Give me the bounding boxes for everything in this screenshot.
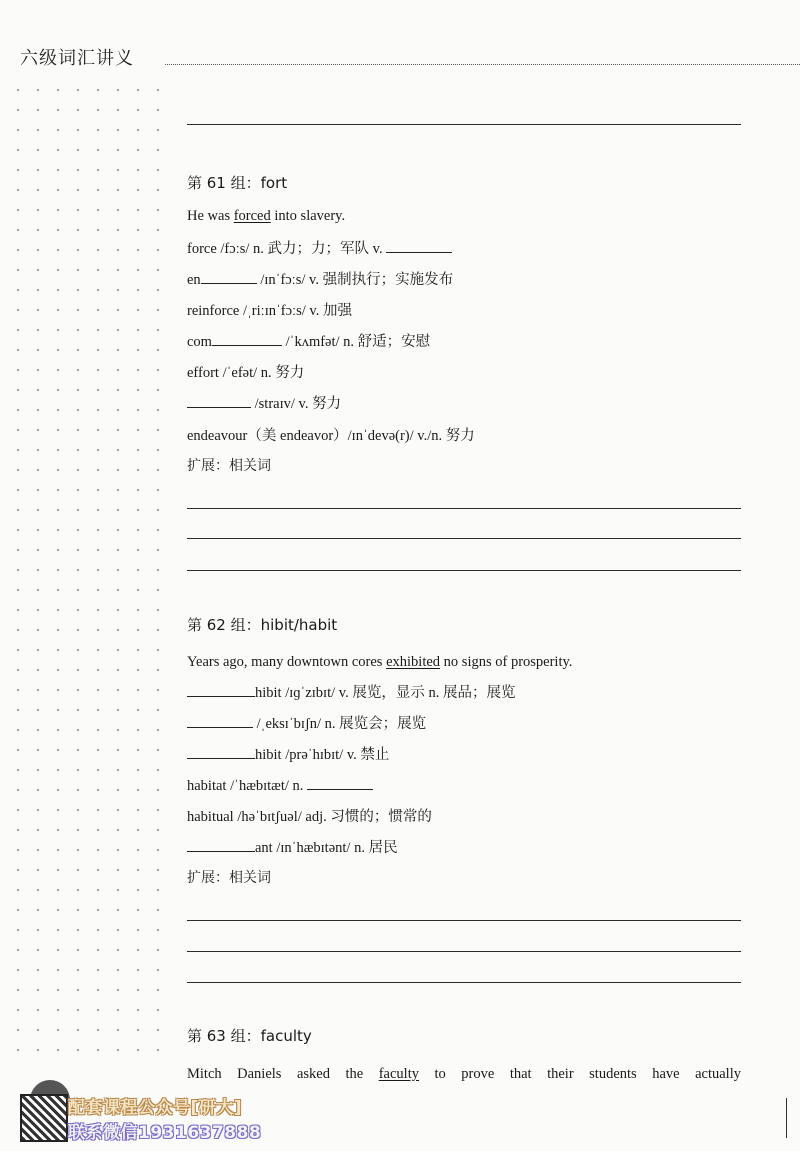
answer-line[interactable] bbox=[187, 951, 741, 952]
answer-line[interactable] bbox=[187, 508, 741, 509]
watermark-line-2: 联系微信1931637888 bbox=[68, 1123, 262, 1143]
entry-line: en /ɪnˈfɔːs/ v. 强制执行；实施发布 bbox=[187, 272, 454, 288]
dot-grid-margin bbox=[8, 80, 168, 1060]
entry-line: endeavour（美 endeavor）/ɪnˈdevə(r)/ v./n. 努力 bbox=[187, 428, 475, 444]
group-62-title: 第 62 组：hibit/habit bbox=[187, 616, 338, 634]
group-61-title: 第 61 组：fort bbox=[187, 174, 288, 192]
page-edge-mark bbox=[786, 1098, 787, 1138]
keyword: forced bbox=[233, 208, 271, 224]
answer-line[interactable] bbox=[187, 538, 741, 539]
fill-blank[interactable] bbox=[201, 271, 257, 284]
watermark-line-1: 配套课程公众号[研大] bbox=[68, 1098, 243, 1118]
entry-line: /ˌeksɪˈbɪʃn/ n. 展览会；展览 bbox=[187, 715, 426, 733]
group-62-example: Years ago, many downtown cores exhibited no signs of prosperity. bbox=[187, 654, 573, 670]
entry-line: hibit /prəˈhɪbɪt/ v. 禁止 bbox=[187, 746, 389, 764]
fill-blank[interactable] bbox=[187, 395, 251, 408]
entry-line: hibit /ɪɡˈzɪbɪt/ v. 展览，显示 n. 展品；展览 bbox=[187, 684, 515, 702]
entry-line: reinforce /ˌriːɪnˈfɔːs/ v. 加强 bbox=[187, 303, 352, 319]
answer-line[interactable] bbox=[187, 920, 741, 921]
entry-line: force /fɔːs/ n. 武力；力；军队 v. bbox=[187, 240, 452, 258]
note-line bbox=[187, 124, 741, 125]
entry-line: effort /ˈefət/ n. 努力 bbox=[187, 365, 305, 381]
answer-line[interactable] bbox=[187, 982, 741, 983]
keyword: exhibited bbox=[386, 654, 441, 670]
keyword: faculty bbox=[378, 1066, 419, 1082]
group-63-title: 第 63 组：faculty bbox=[187, 1027, 312, 1045]
group-63-example: Mitch Daniels asked the faculty to prove that their students have actually bbox=[187, 1066, 741, 1082]
fill-blank[interactable] bbox=[386, 240, 452, 253]
page-header-title: 六级词汇讲义 bbox=[20, 48, 134, 69]
group-61-example: He was forced into slavery. bbox=[187, 208, 346, 224]
qr-code-icon bbox=[20, 1094, 68, 1142]
extension-label: 扩展：相关词 bbox=[187, 870, 271, 886]
entry-line: /straɪv/ v. 努力 bbox=[187, 395, 341, 413]
fill-blank[interactable] bbox=[307, 777, 373, 790]
extension-label: 扩展：相关词 bbox=[187, 458, 271, 474]
fill-blank[interactable] bbox=[187, 746, 255, 759]
header-divider bbox=[165, 64, 800, 65]
entry-line: habitat /ˈhæbɪtæt/ n. bbox=[187, 777, 373, 795]
entry-line: habitual /həˈbɪtʃuəl/ adj. 习惯的；惯常的 bbox=[187, 809, 432, 825]
fill-blank[interactable] bbox=[187, 684, 255, 697]
fill-blank[interactable] bbox=[212, 333, 282, 346]
fill-blank[interactable] bbox=[187, 839, 255, 852]
entry-line: ant /ɪnˈhæbɪtənt/ n. 居民 bbox=[187, 839, 398, 857]
fill-blank[interactable] bbox=[187, 715, 253, 728]
entry-line: com /ˈkʌmfət/ n. 舒适；安慰 bbox=[187, 334, 431, 350]
answer-line[interactable] bbox=[187, 570, 741, 571]
